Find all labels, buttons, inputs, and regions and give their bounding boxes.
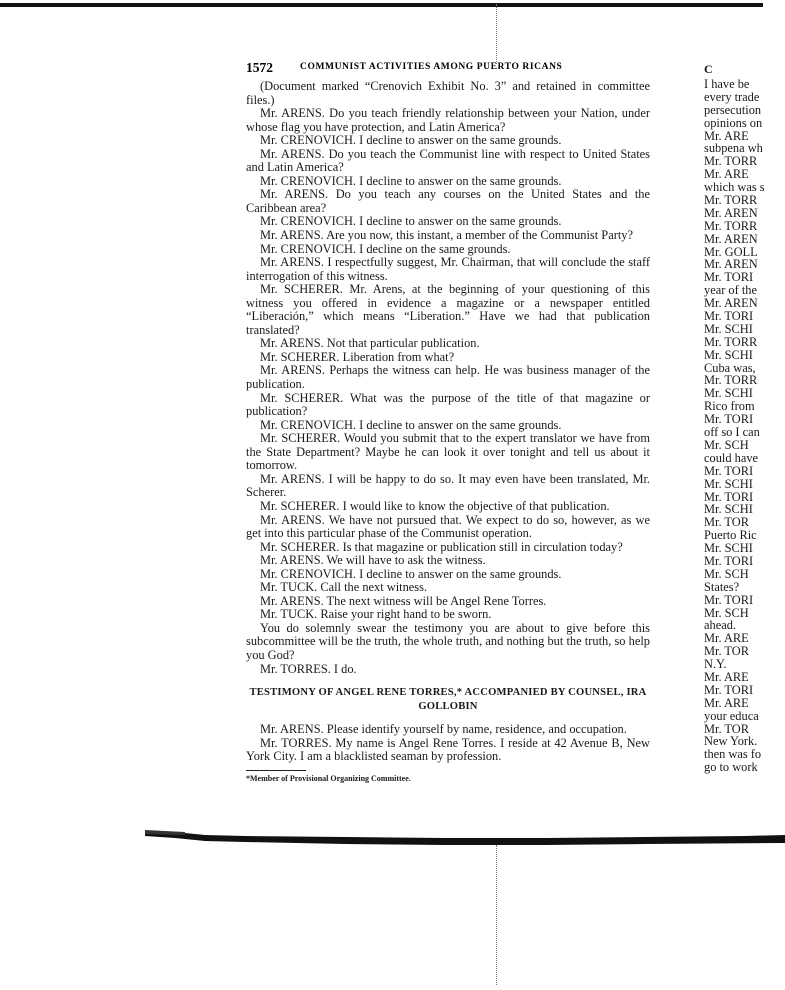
right-column-line: New York.	[704, 734, 758, 749]
right-column-line: Mr. SCHI	[704, 386, 753, 401]
paragraph: Mr. ARENS. I will be happy to do so. It may even have been translated, Mr. Scherer.	[246, 471, 650, 500]
right-column-line: ahead.	[704, 618, 736, 633]
right-column-line: Mr. SCHI	[704, 476, 753, 491]
paragraph: Mr. CRENOVICH. I decline on the same grounds.	[260, 241, 511, 256]
right-column-line: N.Y.	[704, 657, 727, 672]
paragraph: Mr. CRENOVICH. I decline to answer on the same grounds.	[260, 417, 562, 432]
footnote: *Member of Provisional Organizing Committee.	[246, 773, 411, 783]
scan-dots-top	[496, 4, 501, 64]
right-column-line: Mr. ARE	[704, 669, 749, 684]
right-column-line: Mr. TORR	[704, 218, 758, 233]
page-header	[246, 60, 650, 78]
top-scan-edge	[0, 3, 763, 7]
right-column-line: Mr. AREN	[704, 296, 758, 311]
right-column-fragment	[704, 60, 784, 775]
main-column	[246, 80, 650, 784]
right-column-line: Mr. TORR	[704, 373, 758, 388]
right-column-line: subpena wh	[704, 141, 763, 156]
right-column-lines	[704, 77, 784, 775]
right-column-line: Mr. TOR	[704, 721, 749, 736]
paragraph: Mr. CRENOVICH. I decline to answer on the same grounds.	[260, 214, 562, 229]
bottom-scan-edge	[145, 826, 785, 850]
right-column-line: Mr. ARE	[704, 631, 749, 646]
right-column-line: Mr. TORI	[704, 592, 754, 607]
right-column-line: Mr. AREN	[704, 205, 758, 220]
paragraph: Mr. TUCK. Call the next witness.	[260, 580, 428, 595]
right-column-line: every trade	[704, 89, 760, 104]
paragraph: Mr. ARENS. Do you teach the Communist line with respect to United States and Latin America?	[246, 146, 650, 175]
right-column-line: Cuba was,	[704, 360, 756, 375]
right-column-line: Mr. TORI	[704, 489, 754, 504]
right-column-line: Mr. TORI	[704, 309, 754, 324]
page-number: 1572	[246, 60, 273, 75]
right-header: C	[704, 62, 713, 76]
right-column-line: Mr. AREN	[704, 231, 758, 246]
paragraph: Mr. ARENS. The next witness will be Angel Rene Torres.	[260, 593, 547, 608]
paragraph: Mr. ARENS. I respectfully suggest, Mr. Chairman, that will conclude the staff interrogation of this witness.	[246, 255, 650, 283]
right-column-line: Mr. TORI	[704, 270, 754, 285]
right-column-line: Mr. TORR	[704, 334, 758, 349]
right-column-line: Mr. TORR	[704, 193, 758, 208]
paragraph: Mr. TUCK. Raise your right hand to be sworn.	[260, 607, 492, 622]
paragraph: Mr. SCHERER. What was the purpose of the title of that magazine or publication?	[246, 390, 650, 419]
right-column-line: Mr. SCHI	[704, 321, 753, 336]
paragraph-list	[246, 80, 650, 676]
right-column-line: persecution	[704, 102, 762, 117]
paragraph: Mr. ARENS. Not that particular publication.	[260, 336, 480, 351]
right-column-line: Mr. ARE	[704, 695, 749, 710]
paragraph-list-after	[246, 723, 650, 764]
right-column-line: then was fo	[704, 747, 762, 762]
right-column-line: Mr. TORR	[704, 154, 758, 169]
right-column-line: off so I can	[704, 425, 760, 440]
right-column-line: could have	[704, 450, 759, 465]
paragraph: Mr. SCHERER. Liberation from what?	[260, 349, 455, 364]
right-column-line: Mr. AREN	[704, 257, 758, 272]
right-column-line: Mr. TORI	[704, 682, 754, 697]
paragraph: Mr. SCHERER. Would you submit that to the expert translator we have from the State Department? Maybe he can look it over tonight and tell us about it tomorrow.	[246, 431, 650, 473]
paragraph: Mr. CRENOVICH. I decline to answer on the same grounds.	[260, 133, 562, 148]
right-column-line: Mr. TORI	[704, 463, 754, 478]
paragraph: Mr. ARENS. Do you teach any courses on the United States and the Caribbean area?	[246, 187, 650, 215]
right-column-line: Mr. TORI	[704, 553, 754, 568]
scan-dots-bottom	[496, 845, 501, 985]
paragraph: Mr. ARENS. Please identify yourself by name, residence, and occupation.	[260, 722, 627, 737]
right-column-line: Mr. SCHI	[704, 502, 753, 517]
paragraph: Mr. TORRES. I do.	[260, 661, 357, 676]
paragraph: Mr. ARENS. We will have to ask the witness.	[260, 553, 486, 568]
right-column-line: Mr. SCHI	[704, 347, 753, 362]
paragraph: Mr. TORRES. My name is Angel Rene Torres. I reside at 42 Avenue B, New York City. I am a blacklisted seaman by profession.	[246, 735, 650, 764]
paragraph: Mr. ARENS. Are you now, this instant, a member of the Communist Party?	[260, 228, 633, 243]
right-column-line: Mr. ARE	[704, 128, 749, 143]
paragraph: Mr. SCHERER. I would like to know the objective of that publication.	[260, 498, 610, 513]
paragraph: Mr. ARENS. We have not pursued that. We expect to do so, however, as we get into this particular phase of the Communist operation.	[246, 512, 650, 541]
right-column-line: Mr. ARE	[704, 167, 749, 182]
paragraph: You do solemnly swear the testimony you are about to give before this subcommittee will be the truth, the whole truth, and nothing but the truth, so help you God?	[246, 620, 650, 662]
right-column-line: Mr. TORI	[704, 412, 754, 427]
right-column-line: which was s	[704, 180, 765, 195]
paragraph: Mr. SCHERER. Mr. Arens, at the beginning of your questioning of this witness you offered in evidence a magazine or a newspaper entitled “Liberación,” which means “Liberation.” Have we had that publication translated?	[246, 282, 650, 337]
footnote-rule	[246, 770, 306, 771]
paragraph: Mr. ARENS. Do you teach friendly relationship between your Nation, under whose flag you have protection, and Latin America?	[246, 106, 650, 134]
right-column-line: I have be	[704, 77, 750, 91]
right-column-line: Mr. GOLL	[704, 244, 758, 259]
right-column-line: opinions on	[704, 115, 763, 130]
running-title: COMMUNIST ACTIVITIES AMONG PUERTO RICANS	[300, 62, 563, 72]
right-column-line: Mr. SCH	[704, 605, 749, 620]
right-column-line: Puerto Ric	[704, 528, 757, 543]
right-column-line: Mr. SCH	[704, 437, 749, 452]
right-column-line: Mr. TOR	[704, 644, 749, 659]
right-column-line: Rico from	[704, 399, 755, 414]
right-column-line: Mr. TOR	[704, 515, 749, 530]
right-column-line: States?	[704, 579, 740, 594]
right-column-line: go to work	[704, 760, 758, 775]
paragraph: Mr. CRENOVICH. I decline to answer on the same grounds.	[260, 566, 562, 581]
right-column-line: Mr. SCH	[704, 566, 749, 581]
section-heading: TESTIMONY OF ANGEL RENE TORRES,* ACCOMPANIED BY COUNSEL, IRA GOLLOBIN	[249, 687, 647, 713]
paragraph: (Document marked “Crenovich Exhibit No. 3” and retained in committee files.)	[246, 79, 650, 107]
right-column-line: your educa	[704, 708, 759, 723]
paragraph: Mr. ARENS. Perhaps the witness can help. He was business manager of the publication.	[246, 363, 650, 392]
right-column-line: year of the	[704, 283, 757, 298]
paragraph: Mr. SCHERER. Is that magazine or publication still in circulation today?	[260, 539, 623, 554]
right-column-line: Mr. SCHI	[704, 541, 753, 556]
paragraph: Mr. CRENOVICH. I decline to answer on the same grounds.	[260, 173, 562, 188]
